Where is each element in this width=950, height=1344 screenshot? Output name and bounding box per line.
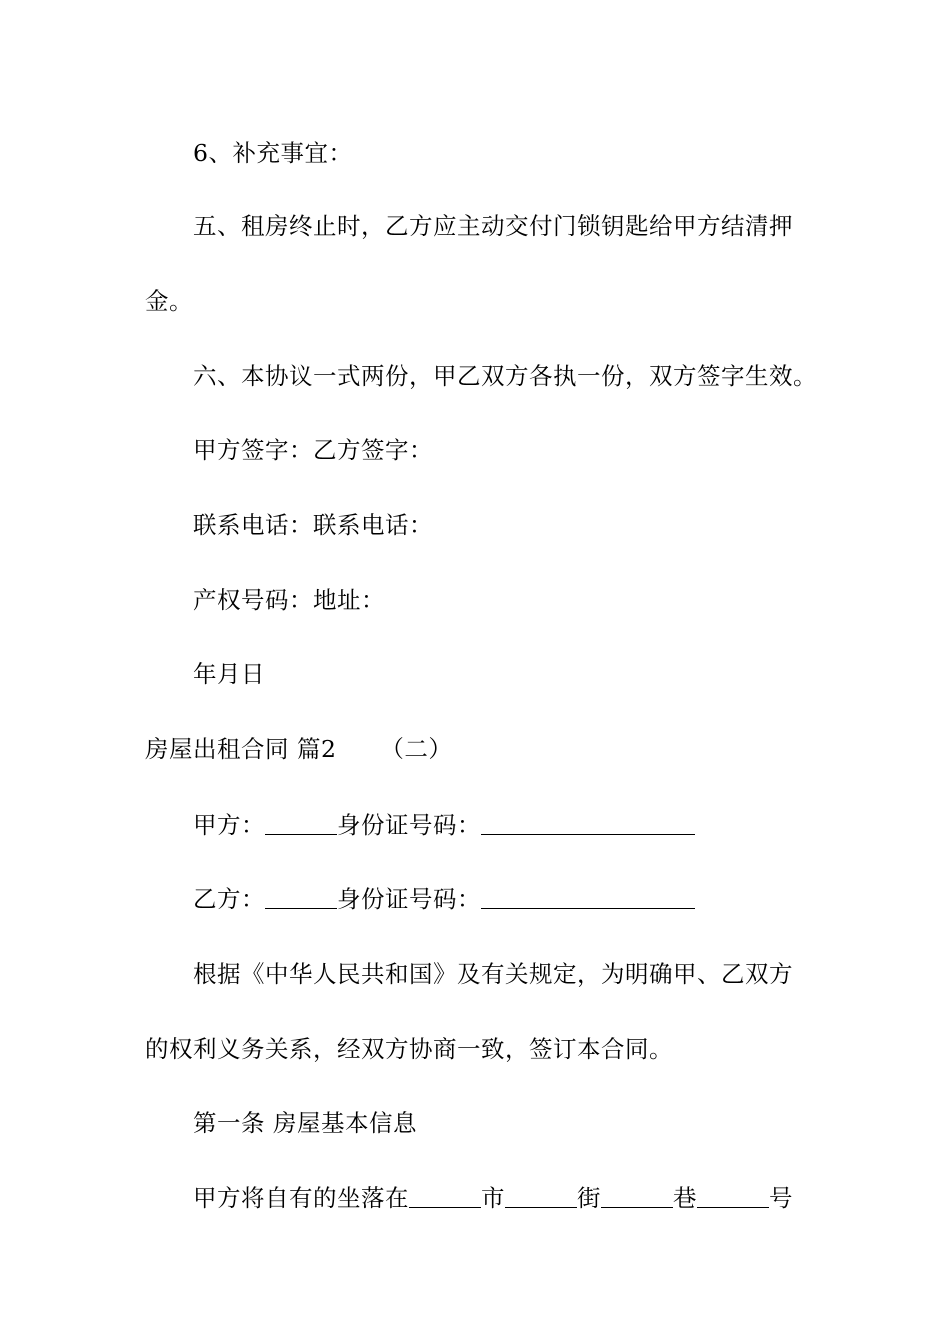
address-line (0, 1178, 950, 1218)
party-a-line (0, 805, 950, 845)
party-a-label: 甲方： (193, 811, 265, 839)
section-heading (0, 729, 950, 769)
date-line: 年月日 (193, 660, 265, 688)
lane-blank (601, 1185, 673, 1208)
intro-line1: 根据《中华人民共和国》及有关规定，为明确甲、乙双方 (193, 960, 793, 988)
party-b-id-blank (481, 886, 695, 909)
clause-five-line2: 金。 (145, 287, 193, 315)
party-b-id-label: 身份证号码： (337, 885, 481, 913)
intro-line2: 的权利义务关系，经双方协商一致，签订本合同。 (145, 1035, 673, 1063)
party-a-name-blank (265, 812, 337, 835)
lane-label: 巷 (673, 1184, 697, 1212)
article-one-title: 第一条 房屋基本信息 (193, 1109, 417, 1137)
party-b-name-blank (265, 886, 337, 909)
party-a-id-blank (481, 812, 695, 835)
party-b-line (0, 879, 950, 919)
number-label: 号 (769, 1184, 793, 1212)
address-prefix: 甲方将自有的坐落在 (193, 1184, 409, 1212)
clause-supplementary: 6、补充事宜： (193, 139, 353, 167)
section-title: 房屋出租合同 篇2 (145, 735, 337, 763)
city-blank (409, 1185, 481, 1208)
number-blank (697, 1185, 769, 1208)
street-blank (505, 1185, 577, 1208)
property-address-line: 产权号码：地址： (193, 586, 385, 614)
party-a-id-label: 身份证号码： (337, 811, 481, 839)
street-label: 街 (577, 1184, 601, 1212)
signature-line: 甲方签字：乙方签字： (193, 436, 433, 464)
party-b-label: 乙方： (193, 885, 265, 913)
phone-line: 联系电话：联系电话： (193, 511, 433, 539)
clause-six: 六、本协议一式两份，甲乙双方各执一份，双方签字生效。 (193, 362, 817, 390)
clause-five-line1: 五、租房终止时，乙方应主动交付门锁钥匙给甲方结清押 (193, 212, 793, 240)
city-label: 市 (481, 1184, 505, 1212)
section-subtitle: （二） (380, 735, 453, 763)
